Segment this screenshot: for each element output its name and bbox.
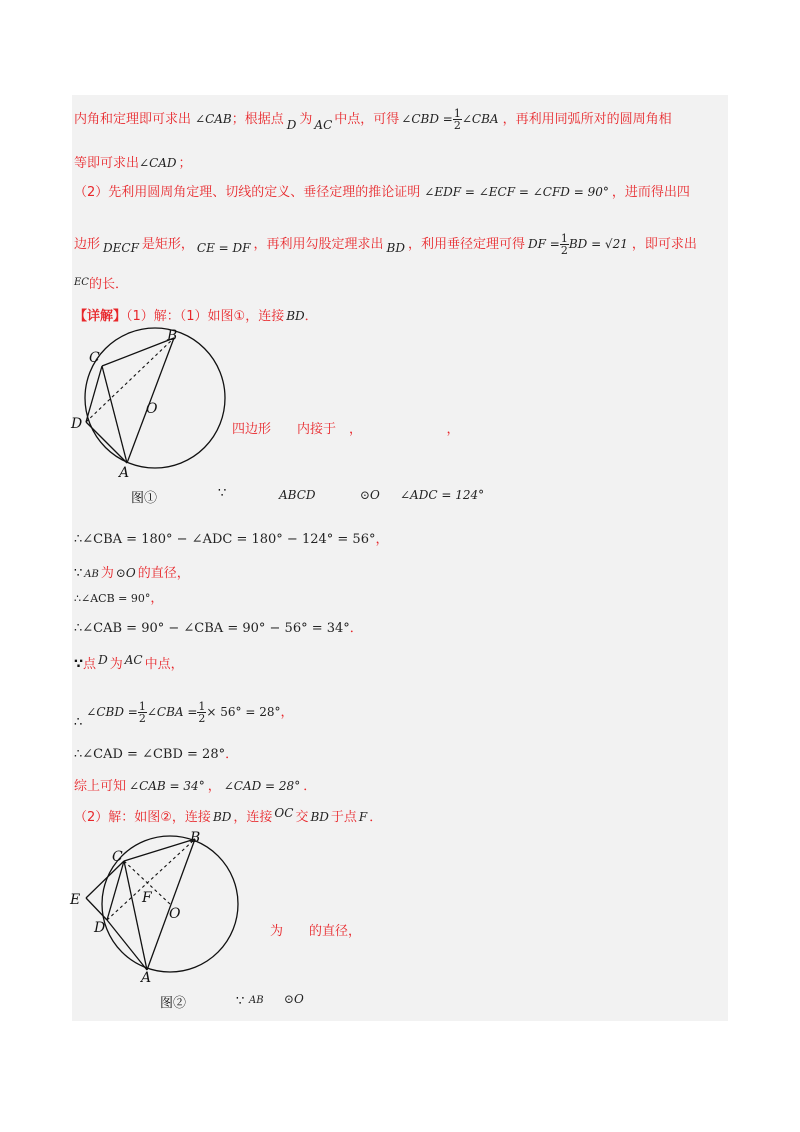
math: ∴∠CBA = 180° − ∠ADC = 180° − 124° = 56°: [74, 532, 376, 547]
text: 的长．: [88, 277, 128, 292]
math: AB: [84, 569, 99, 580]
math: ∠CAD = 28°: [223, 779, 301, 793]
fraction: $\frac{1}{2}$: [560, 232, 568, 257]
intro-line-1: [74, 108, 672, 131]
label-a: A: [119, 465, 130, 481]
text: ，进而得出四: [611, 185, 690, 200]
text: 中点，可得: [334, 112, 400, 127]
detail-tag: 【详解】: [74, 309, 127, 324]
step-2: [74, 562, 190, 581]
text: ，: [150, 591, 164, 606]
math: ∠CAD: [139, 156, 177, 170]
text: 于点: [330, 810, 357, 825]
text: 边形: [74, 237, 101, 252]
label-d: D: [71, 416, 83, 432]
fig2-circle-o: ⊙O: [284, 992, 304, 1006]
text: ，: [375, 532, 389, 547]
fraction: $\frac{1}{2}$: [198, 700, 206, 725]
text: （2）解：如图②，连接: [74, 810, 211, 825]
text: ．: [304, 309, 318, 324]
math: D: [286, 118, 297, 132]
fig2-ab: AB: [249, 995, 264, 1006]
intro-line-5: [74, 273, 128, 292]
label-o: O: [169, 906, 181, 922]
fig2-because: ∵: [236, 994, 245, 1009]
text: ；: [178, 156, 192, 171]
text: ，再利用同弧所对的圆周角相: [502, 112, 672, 127]
text: ，再利用勾股定理求出: [253, 237, 384, 252]
fig1-side-text: 四边形 内接于 ， ，: [232, 422, 460, 437]
math: ∴∠CAD = ∠CBD = 28°: [74, 747, 226, 762]
text: ．: [303, 779, 317, 794]
text: ，即可求出: [631, 237, 697, 252]
fig1-caption: 图①: [131, 491, 158, 506]
step-4: [74, 617, 363, 636]
fig1-circle-o: ⊙O: [360, 488, 380, 502]
segment-ed: [86, 898, 107, 920]
label-c: C: [89, 350, 100, 366]
fraction: $\frac{1}{2}$: [453, 107, 461, 132]
math: ∠CBA: [461, 112, 499, 126]
fraction: $\frac{1}{2}$: [138, 700, 146, 725]
text: 为: [109, 657, 123, 672]
segment-cd: [86, 366, 102, 422]
detail-line: [74, 305, 318, 324]
math: ⊙O: [115, 566, 136, 580]
text: 中点，: [144, 657, 184, 672]
fig2-caption: 图②: [160, 996, 187, 1011]
math: BD: [386, 241, 405, 255]
math: AC: [314, 118, 333, 132]
segment-ba: [147, 839, 195, 970]
math: DF =: [527, 237, 560, 251]
math: ∠CAB = 34°: [129, 779, 205, 793]
math: D: [98, 653, 108, 667]
label-d: D: [94, 920, 106, 936]
step-5: [74, 653, 184, 672]
math: ∠CAB: [195, 112, 232, 126]
segment-da: [107, 920, 147, 970]
text: ，: [280, 705, 294, 720]
text: ∴: [74, 715, 83, 730]
math: ∠EDF = ∠ECF = ∠CFD = 90°: [424, 185, 609, 199]
label-o: O: [146, 401, 158, 417]
math: OC: [274, 806, 294, 820]
math: DECF: [103, 241, 139, 255]
segment-da: [86, 422, 127, 463]
text: （1）解：（1）如图①，连接: [126, 309, 285, 324]
step-1: [74, 528, 389, 547]
math: F: [358, 810, 368, 824]
label-e: E: [70, 892, 81, 908]
text: 点: [83, 657, 97, 672]
math: CE = DF: [196, 241, 251, 255]
segment-ca: [124, 861, 147, 970]
fig1-because: ∵: [218, 486, 227, 501]
fig2-side-text: 为 的直径，: [270, 924, 362, 939]
text: （2）先利用圆周角定理、切线的定义、垂径定理的推论证明: [74, 185, 421, 200]
segment-cb: [124, 839, 195, 861]
text: ∵: [74, 566, 83, 581]
text: 内角和定理即可求出: [74, 112, 192, 127]
text: 是矩形，: [141, 237, 194, 252]
math: BD: [310, 810, 329, 824]
circle-o: [85, 328, 225, 468]
text: 为: [100, 566, 114, 581]
math: AC: [124, 653, 143, 667]
fig1-angle-adc: ∠ADC = 124°: [400, 488, 485, 502]
intro-line-2: [74, 152, 192, 171]
text: 等即可求出: [74, 156, 140, 171]
math: ∠CBA =: [146, 705, 198, 719]
part2-line: [74, 806, 382, 825]
step-6: [74, 700, 294, 730]
fig1-abcd: ABCD: [279, 488, 316, 502]
text: 为: [299, 112, 313, 127]
text: ，: [207, 779, 221, 794]
label-f: F: [142, 890, 152, 906]
intro-line-3: [74, 181, 690, 200]
text: ∵: [74, 657, 84, 672]
step-7: [74, 743, 238, 762]
math: BD: [286, 309, 305, 323]
math: ∴∠ACB = 90°: [74, 592, 151, 605]
math: × 56° = 28°: [206, 705, 281, 719]
text: ；根据点: [231, 112, 284, 127]
math: BD = √21: [568, 237, 628, 251]
label-c: C: [112, 849, 123, 865]
math: ∠CBD =: [401, 112, 453, 126]
step-3: [74, 587, 163, 606]
figure-1: [70, 325, 230, 485]
label-b: B: [167, 328, 178, 344]
math: ∴∠CAB = 90° − ∠CBA = 90° − 56° = 34°: [74, 621, 350, 636]
text: ．: [369, 810, 383, 825]
math: BD: [212, 810, 232, 824]
text: ．: [225, 747, 239, 762]
text: 综上可知: [74, 779, 127, 794]
math: ∠CBD =: [86, 705, 138, 719]
label-a: A: [141, 970, 152, 986]
text: ，连接: [233, 810, 273, 825]
text: ．: [349, 621, 363, 636]
step-8: [74, 775, 316, 794]
figure-2: [68, 828, 248, 988]
text: 的直径，: [137, 566, 190, 581]
text: ，利用垂径定理可得: [407, 237, 525, 252]
math: EC: [74, 277, 89, 288]
text: 交: [295, 810, 309, 825]
label-b: B: [190, 830, 201, 846]
intro-line-4: [74, 233, 697, 256]
